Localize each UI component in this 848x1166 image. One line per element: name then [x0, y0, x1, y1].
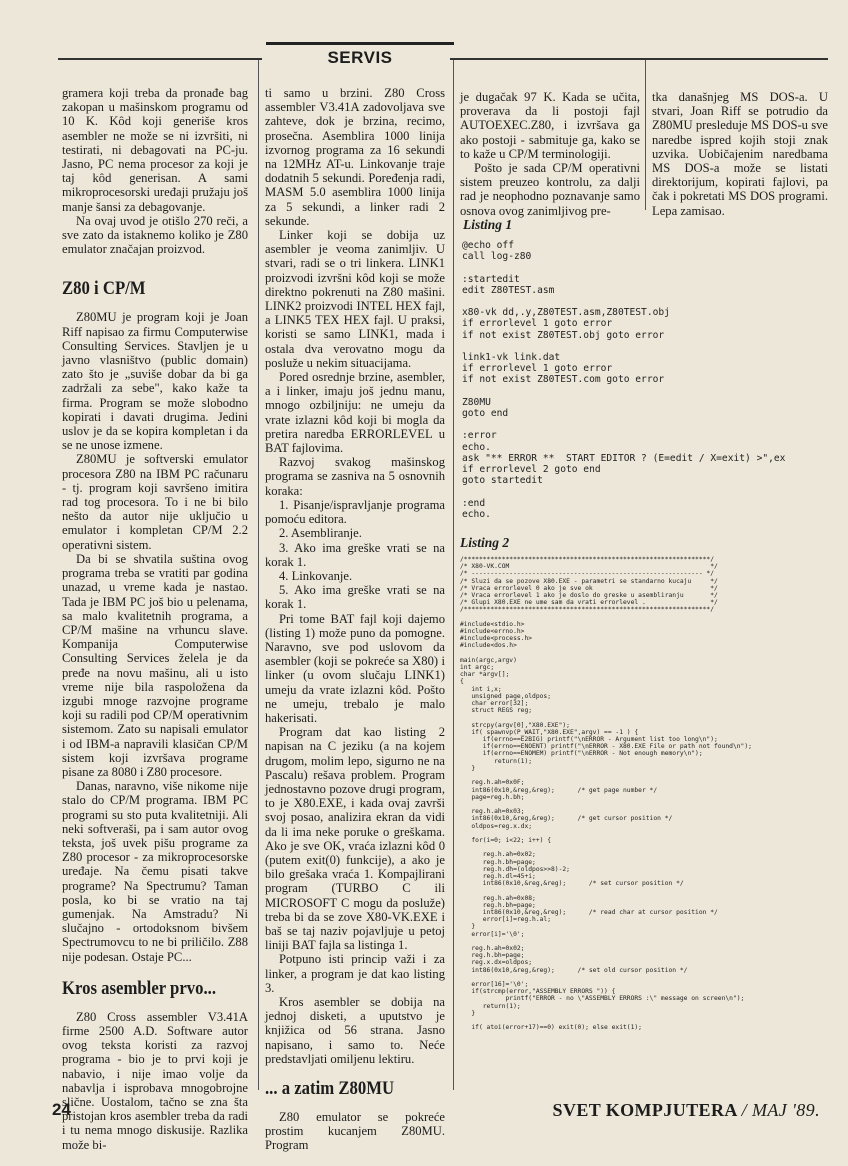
listing-1-title: Listing 1 — [463, 217, 513, 232]
paragraph: je dugačak 97 K. Kada se učita, proverava da li postoji fajl AUTOEXEC.Z80, i izvršava ga ako postoji - sabmituje ga, kako se to kaže u CP/M terminologiji. — [460, 90, 640, 161]
listing-1-code: @echo off call log-z80 :startedit edit Z80TEST.asm x80-vk dd,.y,Z80TEST.asm,Z80TEST.obj if errorlevel 1 goto error if not exist Z80TEST.obj goto error link1-vk link.dat if errorlevel 1 goto error if not exist Z80TEST.com goto error Z80MU goto end :error echo. ask "** ERROR ** START EDITOR ? (E=edit / X=exit) >",ex if errorlevel 2 goto end goto startedit :end echo. — [462, 240, 786, 520]
listing-2-title: Listing 2 — [460, 535, 510, 550]
section-heading: ... a zatim Z80MU — [265, 1078, 395, 1100]
paragraph: gramera koji treba da pronađe bag zakopan u mašinskom programu od 10 K. Kôd koji generiše kros asembler ne može se ni izvršiti, ni testirati, ni debagovati na PC-ju. Jasno, PC nema procesor za koji je taj kôd generisan. A sami mikroprocesorski uređaji pružaju još manje šansi za debagovanje. — [62, 86, 248, 214]
paragraph: tka današnjeg MS DOS-a. U stvari, Joan Riff se potrudio da Z80MU presleduje MS DOS-u sve naredbe ispred kojih stoji znak uzvika. Uobičajenim naredbama MS DOS-a može se listati direktorijum, kopirati fajlovi, pa čak i pokretati MS DOS programi. Lepa zamisao. — [652, 90, 828, 218]
paragraph: Razvoj svakog mašinskog programa se zasniva na 5 osnovnih koraka: — [265, 455, 445, 498]
section-heading: Z80 i CP/M — [62, 278, 146, 300]
top-rule-left — [58, 58, 262, 60]
list-item: 1. Pisanje/ispravljanje programa pomoću editora. — [265, 497, 445, 527]
paragraph: Linker koji se dobija uz asembler je veoma zanimljiv. U stvari, radi se o tri linkera. LINK1 proizvodi izvršni kôd koji se može direktno pokrenuti na Z80 mašini. LINK2 proizvodi INTEL HEX fajl, a LINK5 TEX HEX fajl. U praksi, koristi se samo LINK1, mada i ostala dva verovatno mogu da posluže u nekim situacijama. — [265, 228, 445, 370]
column-divider-1 — [258, 60, 259, 1090]
paragraph: Z80 emulator se pokreće prostim kucanjem Z80MU. Program — [265, 1110, 445, 1153]
page-number: 24 — [52, 1100, 71, 1119]
issue-date: / MAJ '89. — [741, 1100, 820, 1120]
paragraph: Pri tome BAT fajl koji dajemo (listing 1) može puno da pomogne. Naravno, sve pod uslovom da asembler (koji se pokreće sa X80) i linker (u ovom slučaju LINK1) umeju da vrate izlazni kôd. Pošto ne umeju, trebalo je malo hakerisati. — [265, 611, 445, 725]
column-divider-2 — [453, 60, 454, 1090]
article-column-1 — [62, 86, 248, 1152]
section-title: SERVIS — [327, 48, 393, 67]
paragraph: Kros asembler se dobija na jednoj disketi, a uputstvo je knjižica od 56 strana. Jasno napisano, i samo to. Neće predstavljati omiljenu lektiru. — [265, 995, 445, 1066]
paragraph: Z80 Cross assembler V3.41A firme 2500 A.D. Software autor ovog teksta koristi za razvoj programa - bio je to prvi koji je nabavio, i nije imao volje da nabavlja i isprobava mnogobrojne slične. Uostalom, tačno se zna šta pristojan kros asembler treba da radi i tu nema mnogo diskusije. Razlika može bi- — [62, 1009, 248, 1152]
paragraph: Z80MU je program koji je Joan Riff napisao za firmu Computerwise Consulting Services. Stavljen je u javno vlasništvo (public domain) zato što je „suviše dobar da bi ga zadržali za sebe", kako kaže ta firma. Program se može slobodno kopirati i davati drugima. Jedini uslov je da se kopira kompletan i da se ne unose izmene. — [62, 310, 248, 453]
paragraph: ti samo u brzini. Z80 Cross assembler V3.41A zadovoljava sve zahteve, dok je brzina, recimo, prosečna. Asemblira 1000 linija izvornog programa za 16 sekundi na 12MHz AT-u. Linkovanje traje dodatnih 5 sekundi. Poređenja radi, MASM 5.0 asemblira 1000 linija za 5 sekundi, a linker radi 2 sekunde. — [265, 86, 445, 228]
paragraph: Pošto je sada CP/M operativni sistem preuzeo kontrolu, za dalji rad je neophodno poznavanje samo osnova ovog zanimljivog pre- — [460, 161, 640, 218]
paragraph: Pored osrednje brzine, asembler, a i linker, imaju još jednu manu, mnogo ozbiljniju: ne umeju da vrate izlazni kôd koji bi mogla da pretira naredba ERRORLEVEL u BAT fajlovima. — [265, 370, 445, 456]
article-column-4 — [652, 90, 828, 218]
paragraph: Potpuno isti princip važi i za linker, a program je dat kao listing 3. — [265, 952, 445, 995]
list-item: 3. Ako ima greške vrati se na korak 1. — [265, 540, 445, 569]
article-column-3 — [460, 90, 640, 218]
paragraph: Danas, naravno, više nikome nije stalo do CP/M programa. IBM PC programi su sto puta kvalitetniji. Ali neki softveraši, pa i sam autor ovog teksta, još uvek pišu programe za Z80 procesor - za mikroprocesorske uređaje. Na čemu pisati takve programe? Na Spectrumu? Taman posla, ko bi se vratio na taj gumenjak. Na Amstradu? Ni slučajno - ortodoksnom bivšem Spectrumovcu to ne bi priličilo. Z88 nije podesan. Ostaje PC... — [62, 779, 248, 964]
paragraph: Program dat kao listing 2 napisan na C jeziku (a na kojem drugom, molim lepo, sigurno ne na Pascalu) rešava problem. Program jednostavno pozove drugi program, to je X80.EXE, i kada ovaj završi svoj posao, analizira ekran da vidi da li ima neke poruke o greškama. Ako je sve OK, vraća izlazni kôd 0 (putem exit(0) funkcije), a ako je bilo grešaka vraća 1. Kompajlirani program (TURBO C ili MICROSOFT C mogu da posluže) treba bi da se zove X80-VK.EXE i baš se taj naziv pojavljuje u petoj liniji BAT fajla sa listinga 1. — [265, 725, 445, 953]
list-item: 4. Linkovanje. — [279, 568, 353, 583]
listing-2-code: /*****************************************************************/ /* X80-VK.COM */ /* ------------------------------------------------------------- */ /* Sluzi da se pozove X80.EXE - parametri se standarno kucaju */ /* Vraca errorlevel 0 ako je sve ok */ /* Vraca errorlevel 1 ako je doslo do greske u asembliranju */ /* Glupi X80.EXE ne ume sam da vrati errorlevel . */ /*****************************************************************/ #include<stdio.h> #include<errno.h> #include<process.h> #include<dos.h> main(argc,argv) int argc; char *argv[]; { int i,x; unsigned page,oldpos; char error[32]; struct REGS reg; strcpy(argv[0],"X80.EXE"); if( spawnvp(P_WAIT,"X80.EXE",argv) == -1 ) { if(errno==E2BIG) printf("\nERROR - Argument list too long\n"); if(errno==ENOENT) printf("\nERROR - X80.EXE File or path not found\n"); if(errno==ENOMEM) printf("\nERROR - Not enough memory\n"); return(1); } reg.h.ah=0x0F; int86(0x10,&reg,&reg); /* get page number */ page=reg.h.bh; reg.h.ah=0x03; int86(0x10,&reg,&reg); /* get cursor position */ oldpos=reg.x.dx; for(i=0; i<22; i++) { reg.h.ah=0x02; reg.h.bh=page; reg.h.dh=(oldpos>>8)-2; reg.h.dl=45+i; int86(0x10,&reg,&reg); /* set cursor position */ reg.h.ah=0x08; reg.h.bh=page; int86(0x10,&reg,&reg); /* read char at cursor position */ error[i]=reg.h.al; } error[i]='\0'; reg.h.ah=0x02; reg.h.bh=page; reg.x.dx=oldpos; int86(0x10,&reg,&reg); /* set old cursor position */ error[16]='\0'; if(strcmp(error,"ASSEMBLY ERRORS ")) { printf("ERROR - no \"ASSEMBLY ERRORS :\" message on screen\n"); return(1); } if( atoi(error+17)==0) exit(0); else exit(1); — [460, 556, 752, 1032]
column-divider-3 — [645, 60, 646, 210]
list-item: 5. Ako ima greške vrati se na korak 1. — [265, 583, 445, 612]
paragraph: Da bi se shvatila suština ovog programa treba se vratiti par godina unazad, u vreme kada je nastao. Tada je IBM PC još bio u pelenama, sa malo kvalitetnih programa, a CP/M mašine na vrhuncu slave. Kompanija Computerwise Consulting Services želela je da pređe na novu mašinu, ali u isto vreme nije bila raspoložena da izgubi mnoge razvojne programe koji su radili pod CP/M operativnim sistemom. Zato su napisali emulator i od IBM-a napravili klasičan CP/M sistem koji izvršava programe pisane za 8080 i Z80 procesore. — [62, 551, 248, 779]
paragraph: Z80MU je softverski emulator procesora Z80 na IBM PC računaru - tj. program koji savršeno imitira rad tog procesora. To i ne bi bilo nešto da autor nije uključio u emulator i kompletan CP/M 2.2 operativni sistem. — [62, 452, 248, 552]
article-column-2 — [265, 86, 445, 1153]
top-rule-right — [450, 58, 828, 60]
section-header — [266, 42, 454, 68]
magazine-footer — [553, 1100, 820, 1121]
list-item: 2. Asembliranje. — [279, 526, 362, 541]
paragraph: Na ovaj uvod je otišlo 270 reči, a sve zato da istaknemo koliko je Z80 emulator značajan proizvod. — [62, 213, 248, 257]
section-heading: Kros asembler prvo... — [62, 977, 217, 999]
magazine-name: SVET KOMPJUTERA — [552, 1100, 737, 1120]
